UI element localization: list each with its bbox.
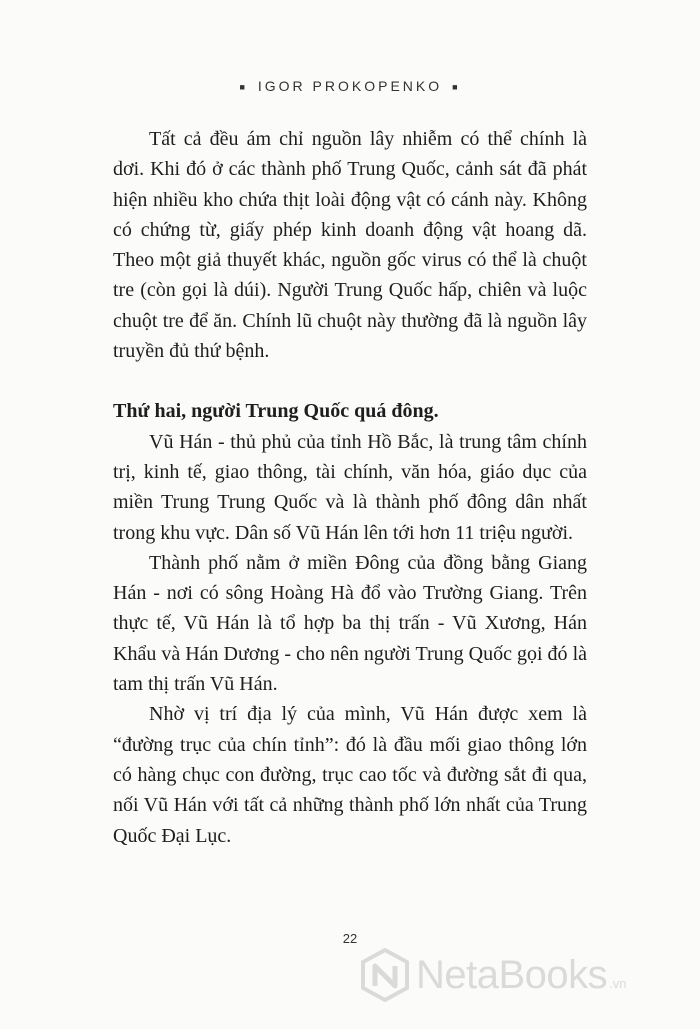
page-body	[113, 124, 587, 851]
paragraph-3: Thành phố nằm ở miền Đông của đồng bằng Giang Hán - nơi có sông Hoàng Hà đổ vào Trường Giang. Trên thực tế, Vũ Hán là tổ hợp ba thị trấn - Vũ Xương, Hán Khẩu và Hán Dương - cho nên người Trung Quốc gọi đó là tam thị trấn Vũ Hán.	[113, 551, 587, 696]
paragraph-2: Vũ Hán - thủ phủ của tỉnh Hồ Bắc, là trung tâm chính trị, kinh tế, giao thông, tài chính, văn hóa, giáo dục của miền Trung Trung Quốc và là thành phố đông dân nhất trong khu vực. Dân số Vũ Hán lên tới hơn 11 triệu người.	[113, 430, 587, 544]
netabooks-logo-icon	[360, 948, 410, 1002]
section-heading: Thứ hai, người Trung Quốc quá đông.	[113, 400, 439, 423]
page-number: 22	[342, 931, 358, 946]
running-header	[0, 78, 700, 94]
watermark-text: NetaBooks	[416, 952, 608, 997]
header-author: IGOR PROKOPENKO	[257, 78, 443, 94]
bullet-right: ■	[452, 82, 461, 93]
watermark	[360, 948, 627, 1002]
watermark-suffix: .vn	[609, 975, 627, 991]
bullet-left: ■	[239, 82, 248, 93]
paragraph-1: Tất cả đều ám chỉ nguồn lây nhiễm có thể chính là dơi. Khi đó ở các thành phố Trung Quốc, cảnh sát đã phát hiện nhiều kho chứa thịt loài động vật có cánh này. Không có chứng từ, giấy phép kinh doanh động vật hoang dã. Theo một giả thuyết khác, nguồn gốc virus có thể là chuột tre (còn gọi là dúi). Người Trung Quốc hấp, chiên và luộc chuột tre để ăn. Chính lũ chuột này thường đã là nguồn lây truyền đủ thứ bệnh.	[113, 128, 587, 363]
paragraph-4: Nhờ vị trí địa lý của mình, Vũ Hán được xem là “đường trục của chín tỉnh”: đó là đầu mối giao thông lớn có hàng chục con đường, trục cao tốc và đường sắt đi qua, nối Vũ Hán với tất cả những thành phố lớn nhất của Trung Quốc Đại Lục.	[113, 703, 587, 847]
